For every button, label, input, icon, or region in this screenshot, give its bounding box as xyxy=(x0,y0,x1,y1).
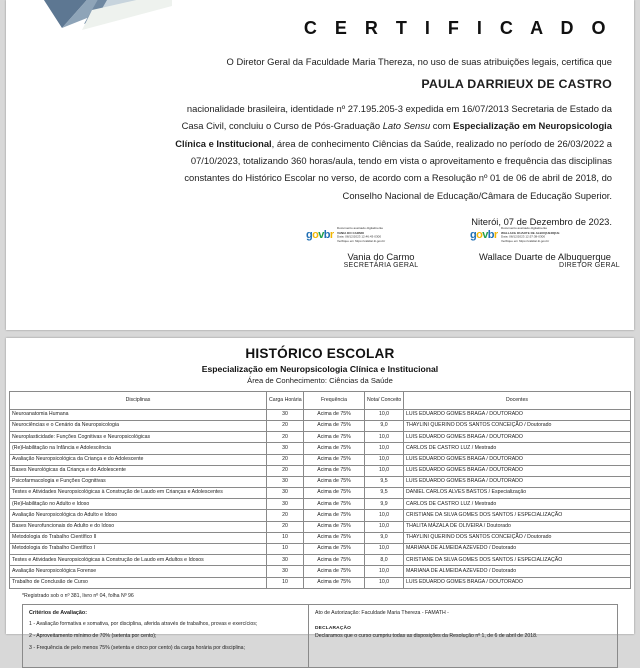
cell-frequencia: Acima de 75% xyxy=(304,443,365,454)
cell-frequencia: Acima de 75% xyxy=(304,488,365,499)
cell-docente: THALITA MÁZALA DE OLIVEIRA / Doutorado xyxy=(404,521,631,532)
cell-carga-horaria: 30 xyxy=(267,555,304,566)
cell-carga-horaria: 10 xyxy=(267,577,304,588)
signer-role-secretary: SECRETÁRIA GERAL xyxy=(343,262,419,270)
signer-role-director: DIRETOR GERAL xyxy=(559,262,620,270)
criteria-title: Critérios de Avaliação: xyxy=(29,609,88,616)
cell-carga-horaria: 20 xyxy=(267,510,304,521)
govbr-signature-stamp xyxy=(306,228,456,242)
certificate-body xyxy=(6,6,612,227)
authorization-panel xyxy=(309,605,617,667)
certificate-body-italic: Lato Sensu xyxy=(382,120,431,132)
cell-docente: LUIS EDUARDO GOMES BRAGA / DOUTORADO xyxy=(404,432,631,443)
cell-disciplina: (Re)Habilitação na Infância e Adolescência xyxy=(10,443,267,454)
cell-docente: LUIS EDUARDO GOMES BRAGA / DOUTORADO xyxy=(404,577,631,588)
cell-frequencia: Acima de 75% xyxy=(304,499,365,510)
cell-carga-horaria: 30 xyxy=(267,499,304,510)
cell-carga-horaria: 30 xyxy=(267,443,304,454)
cell-carga-horaria: 10 xyxy=(267,532,304,543)
cell-disciplina: Trabalho de Conclusão de Curso xyxy=(10,577,267,588)
certificate-intro: O Diretor Geral da Faculdade Maria Thereza, no uso de suas atribuições legais, certifica que xyxy=(226,56,612,67)
cell-docente: CRISTIANE DA SILVA GOMES DOS SANTOS / ESPECIALIZAÇÃO xyxy=(404,555,631,566)
cell-nota: 9,0 xyxy=(365,532,404,543)
cell-docente: THAYLINI QUERINO DOS SANTOS CONCEIÇÃO / Doutorado xyxy=(404,420,631,431)
cell-frequencia: Acima de 75% xyxy=(304,544,365,555)
cell-nota: 8,0 xyxy=(365,555,404,566)
declaration-text: Declaramos que o curso cumpriu todas as disposições da Resolução nº 1, de 6 de abril de 2018. xyxy=(315,632,538,639)
cell-carga-horaria: 20 xyxy=(267,465,304,476)
transcript-page xyxy=(6,338,634,651)
cell-docente: LUIS EDUARDO GOMES BRAGA / DOUTORADO xyxy=(404,476,631,487)
recipient-name: PAULA DARRIEUX DE CASTRO xyxy=(421,77,612,92)
cell-carga-horaria: 20 xyxy=(267,521,304,532)
cell-disciplina: Avaliação Neuropsicológica do Adulto e Idoso xyxy=(10,510,267,521)
cell-disciplina: Avaliação Neuropsicológica da Criança e do Adolescente xyxy=(10,454,267,465)
cell-frequencia: Acima de 75% xyxy=(304,577,365,588)
cell-disciplina: Testes e Atividades Neuropsicológicas à Construção de Laudo em Adultos e Idosos xyxy=(10,555,267,566)
table-row xyxy=(10,510,631,521)
cell-nota: 10,0 xyxy=(365,454,404,465)
page-title: C E R T I F I C A D O xyxy=(303,18,612,38)
certificate-specialization: Especialização em Neuropsicologia Clínica e Institucional xyxy=(175,120,612,149)
cell-carga-horaria: 30 xyxy=(267,476,304,487)
stamp-name-1: WALLACE DUARTE DE ALBUQUERQUE xyxy=(500,230,560,235)
transcript-header xyxy=(6,338,634,385)
criteria-item: 2 - Aproveitamento mínimo de 70% (setenta por cento); xyxy=(29,632,157,639)
cell-disciplina: Avaliação Neuropsicológica Forense xyxy=(10,566,267,577)
cell-disciplina: Psicofarmacologia e Funções Cognitivas xyxy=(10,476,267,487)
table-row xyxy=(10,566,631,577)
cell-docente: LUIS EDUARDO GOMES BRAGA / DOUTORADO xyxy=(404,409,631,420)
table-row xyxy=(10,409,631,420)
cell-nota: 10,0 xyxy=(365,409,404,420)
cell-nota: 9,5 xyxy=(365,476,404,487)
column-header-docentes: Docentes xyxy=(404,392,631,410)
column-header-carga-horaria: Carga Horária xyxy=(267,392,304,410)
cell-nota: 10,0 xyxy=(365,521,404,532)
cell-frequencia: Acima de 75% xyxy=(304,532,365,543)
signature-row xyxy=(306,228,620,269)
transcript-table xyxy=(9,391,631,589)
cell-disciplina: Bases Neurológicas da Criança e do Adolescente xyxy=(10,465,267,476)
cell-disciplina: Metodologia do Trabalho Científico II xyxy=(10,532,267,543)
transcript-title: HISTÓRICO ESCOLAR xyxy=(245,346,395,361)
table-row xyxy=(10,521,631,532)
cell-disciplina: (Re)Habilitação no Adulto e Idoso xyxy=(10,499,267,510)
cell-disciplina: Neuroanatomia Humana xyxy=(10,409,267,420)
cell-docente: MARIANA DE ALMEIDA AZEVEDO / Doutorado xyxy=(404,544,631,555)
signature-block-secretary xyxy=(306,228,456,269)
cell-carga-horaria: 20 xyxy=(267,454,304,465)
table-row xyxy=(10,454,631,465)
cell-disciplina: Testes e Atividades Neuropsicológicas à Construção de Laudo em Crianças e Adolescentes xyxy=(10,488,267,499)
table-row xyxy=(10,432,631,443)
table-row xyxy=(10,476,631,487)
table-row xyxy=(10,532,631,543)
table-row xyxy=(10,420,631,431)
table-row xyxy=(10,465,631,476)
column-header-nota-conceito: Nota/ Conceito xyxy=(365,392,404,410)
cell-frequencia: Acima de 75% xyxy=(304,521,365,532)
cell-docente: LUIS EDUARDO GOMES BRAGA / DOUTORADO xyxy=(404,465,631,476)
cell-docente: CARLOS DE CASTRO LUZ / Mestrado xyxy=(404,499,631,510)
cell-frequencia: Acima de 75% xyxy=(304,409,365,420)
cell-disciplina: Bases Neurofuncionais do Adulto e do Idoso xyxy=(10,521,267,532)
table-row xyxy=(10,488,631,499)
cell-frequencia: Acima de 75% xyxy=(304,420,365,431)
stamp-verify-1: Verifique em https://validar.iti.gov.br xyxy=(500,239,549,243)
cell-carga-horaria: 20 xyxy=(267,420,304,431)
signer-name-secretary: Vania do Carmo xyxy=(347,251,415,263)
cell-carga-horaria: 20 xyxy=(267,432,304,443)
certificate-body-text-2: com xyxy=(430,120,454,132)
table-row xyxy=(10,443,631,454)
declaration-title: DECLARAÇÃO xyxy=(315,625,352,631)
transcript-knowledge-area: Área de Conhecimento: Ciências da Saúde xyxy=(247,376,393,385)
cell-frequencia: Acima de 75% xyxy=(304,432,365,443)
stamp-header-0: Documento assinado digitalmente xyxy=(336,226,383,231)
cell-frequencia: Acima de 75% xyxy=(304,465,365,476)
table-header-row xyxy=(10,392,631,410)
cell-nota: 10,0 xyxy=(365,577,404,588)
cell-nota: 9,9 xyxy=(365,499,404,510)
cell-disciplina: Metodologia do Trabalho Científico I xyxy=(10,544,267,555)
stamp-date-1: Data: 08/12/2023 12:57:38-0300 xyxy=(500,235,545,239)
cell-disciplina: Neuroplasticidade: Funções Cognitivas e Neuropsicológicas xyxy=(10,432,267,443)
cell-frequencia: Acima de 75% xyxy=(304,566,365,577)
cell-docente: THAYLINI QUERINO DOS SANTOS CONCEIÇÃO / Doutorado xyxy=(404,532,631,543)
column-header-frequencia: Frequência xyxy=(304,392,365,410)
certificate-page xyxy=(6,0,634,330)
govbr-logo-icon-director: govbr xyxy=(470,228,498,241)
cell-docente: DANIEL CARLOS ALVES BASTOS / Especialização xyxy=(404,488,631,499)
cell-carga-horaria: 10 xyxy=(267,544,304,555)
registration-note: *Registrado sob o nº 381, livro nº 04, folha Nº 96 xyxy=(22,592,134,599)
signer-name-director: Wallace Duarte de Albuquerque xyxy=(478,251,612,263)
signature-block-director xyxy=(470,228,620,269)
table-row xyxy=(10,499,631,510)
cell-nota: 9,0 xyxy=(365,420,404,431)
cell-docente: MARIANA DE ALMEIDA AZEVEDO / Doutorado xyxy=(404,566,631,577)
stamp-date-0: Data: 08/12/2023 12:46:43-0300 xyxy=(336,235,381,239)
cell-nota: 10,0 xyxy=(365,432,404,443)
place-and-date: Niterói, 07 de Dezembro de 2023. xyxy=(471,216,612,228)
bottom-panels xyxy=(22,604,618,668)
cell-frequencia: Acima de 75% xyxy=(304,454,365,465)
cell-nota: 9,5 xyxy=(365,488,404,499)
cell-docente: LUIS EDUARDO GOMES BRAGA / DOUTORADO xyxy=(404,454,631,465)
cell-nota: 10,0 xyxy=(365,510,404,521)
cell-disciplina: Neurociências e o Cenário da Neuropsicologia xyxy=(10,420,267,431)
cell-nota: 10,0 xyxy=(365,443,404,454)
cell-carga-horaria: 30 xyxy=(267,488,304,499)
criteria-item: 1 - Avaliação formativa e somativa, por disciplina, aferida através de trabalhos, provas e exercícios; xyxy=(29,620,258,627)
stamp-header-1: Documento assinado digitalmente xyxy=(500,226,547,231)
certificate-body-text-1: nacionalidade brasileira, identidade nº 27.195.205-3 expedida em 16/07/2013 Secretaria de Estado da Casa Civil, concluiu o Curso de Pós-Graduação xyxy=(181,102,612,132)
cell-frequencia: Acima de 75% xyxy=(304,555,365,566)
cell-nota: 10,0 xyxy=(365,566,404,577)
stamp-verify-0: Verifique em https://validar.iti.gov.br xyxy=(336,239,385,243)
cell-docente: CARLOS DE CASTRO LUZ / Mestrado xyxy=(404,443,631,454)
cell-frequencia: Acima de 75% xyxy=(304,510,365,521)
authorization-line: Ato de Autorização: Faculdade Maria Thereza - FAMATH - xyxy=(315,609,449,616)
table-row xyxy=(10,555,631,566)
cell-carga-horaria: 30 xyxy=(267,409,304,420)
cell-nota: 10,0 xyxy=(365,465,404,476)
certificate-body-text-3: , área de conhecimento Ciências da Saúde, realizado no período de 26/03/2022 a 07/10/2023, totalizando 360 horas/aula, tendo em vista o aproveitamento e frequência das disciplinas constantes do Histórico Escolar no verso, de acordo com a Resolução nº 01 de 06 de abril de 2018, do Conselho Nacional de Educação/Câmara de Educação Superior. xyxy=(184,137,612,201)
criteria-item: 3 - Frequência de pelo menos 75% (setenta e cinco por cento) da carga horária por disciplina; xyxy=(29,644,245,651)
transcript-subtitle: Especialização em Neuropsicologia Clínica e Institucional xyxy=(201,364,439,374)
cell-nota: 10,0 xyxy=(365,544,404,555)
table-row xyxy=(10,577,631,588)
govbr-logo-icon: govbr xyxy=(306,228,334,241)
stamp-name-0: VANIA DO CARMO xyxy=(336,230,364,235)
cell-docente: CRISTIANE DA SILVA GOMES DOS SANTOS / ESPECIALIZAÇÃO xyxy=(404,510,631,521)
govbr-signature-stamp-director xyxy=(470,228,620,242)
criteria-panel xyxy=(23,605,309,667)
cell-carga-horaria: 30 xyxy=(267,566,304,577)
column-header-disciplinas: Disciplinas xyxy=(10,392,267,410)
cell-frequencia: Acima de 75% xyxy=(304,476,365,487)
table-row xyxy=(10,544,631,555)
